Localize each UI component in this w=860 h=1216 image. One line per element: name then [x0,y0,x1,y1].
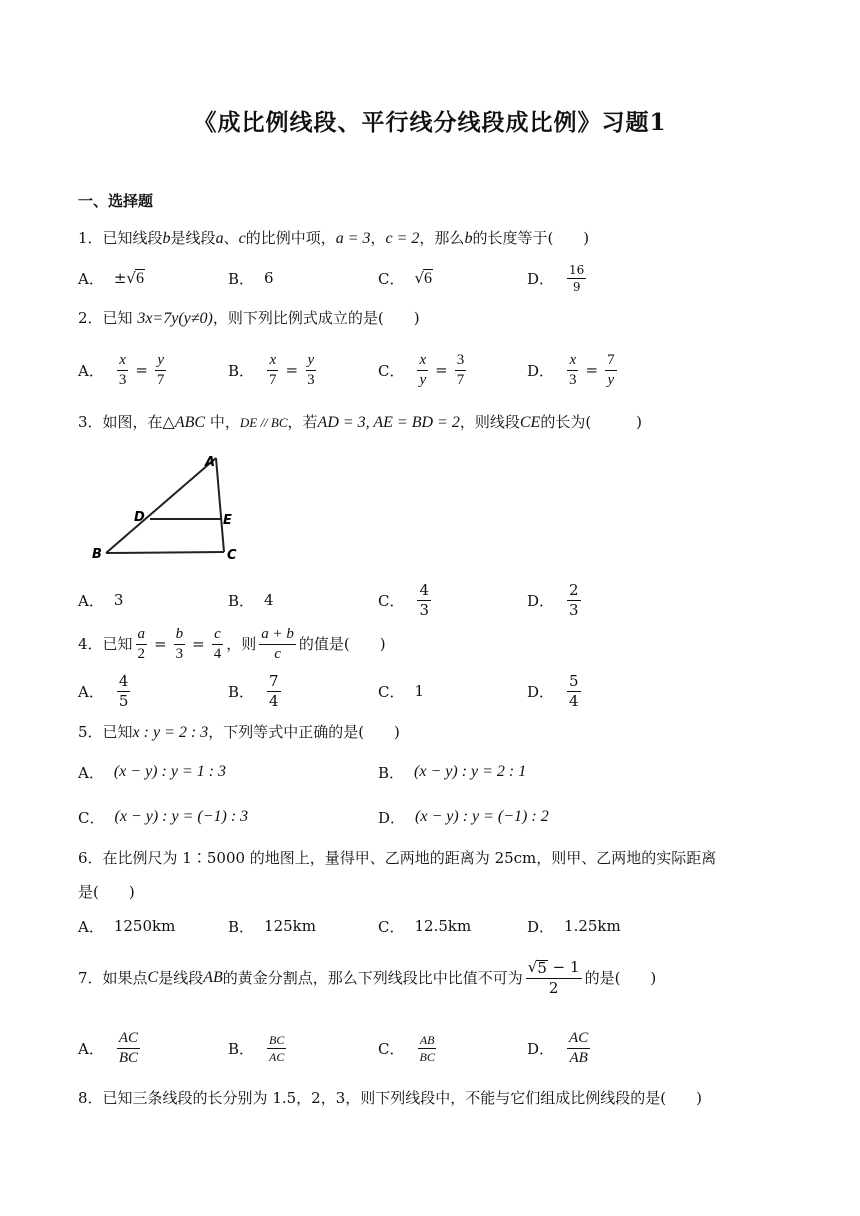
vertex-label-b: B [92,547,102,562]
vertex-label-d: D [134,510,145,525]
option-b[interactable]: B． 125km [228,917,316,936]
option-b[interactable]: B． $\frac{BC}{AC}$ [228,1032,285,1064]
page-title: 《成比例线段、平行线分线段成比例》习题1 [193,109,667,136]
question-6-options [78,906,798,946]
question-6-line-1: 6．在比例尺为 1∶5000 的地图上，量得甲、乙两地的距离为 25cm，则甲、乙两地的实际距离 [78,849,717,867]
option-c[interactable]: C． $\frac{4}{3}$ [378,580,430,619]
option-d[interactable]: D． (x − y) : y = (−1) : 2 [378,808,549,827]
option-b[interactable]: B． 4 [228,591,274,610]
question-2-options [78,350,798,390]
option-a[interactable]: A． 3 [78,591,124,610]
triangle-figure [88,452,258,564]
option-b[interactable]: B． 6 [228,269,274,288]
option-c[interactable]: C． √ 6 [378,268,433,288]
option-a[interactable]: A． $\frac{AC}{BC}$ [78,1029,139,1066]
option-d[interactable]: D． $\frac{2}{3}$ [527,580,579,619]
question-7-options [78,1028,798,1068]
question-3: 3．如图，在△ABC 中，DE // BC，若AD = 3, AE = BD = 2，则线段CE的长为( ) [78,413,643,431]
vertex-label-c: C [227,548,237,563]
option-d[interactable]: D． $\frac{5}{4}$ [527,671,579,710]
option-a[interactable]: A． (x − y) : y = 1 : 3 [78,763,227,782]
option-d[interactable]: D． $\frac{x}{3}$ = $\frac{7}{y}$ [527,351,615,388]
option-b[interactable]: B． $\frac{7}{4}$ [228,671,279,710]
option-a[interactable]: A． $\frac{4}{5}$ [78,671,129,710]
question-1-options [78,258,798,298]
question-5-options-row-2 [78,797,798,837]
question-7: 7．如果点 C 是线段 AB 的黄金分割点，那么下列线段比中比值不可为 √ 5 − 1 2 的是( ) [78,958,657,997]
option-c[interactable]: C． 12.5km [378,917,472,936]
question-4-options [78,671,798,711]
option-c[interactable]: C． $\frac{x}{y}$ = $\frac{3}{7}$ [378,351,465,388]
option-d[interactable]: D． 1.25km [527,917,621,936]
vertex-label-a: A [205,455,216,470]
option-a[interactable]: A． $\frac{x}{3}$ = $\frac{y}{7}$ [78,351,165,388]
vertex-label-e: E [223,513,232,528]
option-c[interactable]: C． 1 [378,682,425,701]
question-6-line-2: 是( ) [78,883,135,901]
option-d[interactable]: D． $\frac{AC}{AB}$ [527,1029,589,1066]
option-b[interactable]: B． (x − y) : y = 2 : 1 [378,763,527,782]
option-b[interactable]: B． $\frac{x}{7}$ = $\frac{y}{3}$ [228,351,315,388]
question-4: 4．已知 $\frac{a}{2}$ = $\frac{b}{3}$ = $\frac{c}{4}$ ，则 $\frac{a + b}{c}$ 的值是( ) [78,625,386,662]
section-heading: 一、选择题 [78,192,154,210]
option-c[interactable]: C． $\frac{AB}{BC}$ [378,1032,435,1064]
question-5: 5．已知x : y = 2 : 3，下列等式中正确的是( ) [78,723,400,741]
question-2: 2．已知 3x=7y(y≠0)，则下列比例式成立的是( ) [78,309,420,327]
option-a[interactable]: A． 1250km [78,917,176,936]
option-d[interactable]: D． $\frac{16}{9}$ [527,262,585,294]
question-5-options-row-1 [78,752,798,792]
option-c[interactable]: C． (x − y) : y = (−1) : 3 [78,808,249,827]
question-8: 8．已知三条线段的长分别为 1.5，2，3，则下列线段中，不能与它们组成比例线段的是( ) [78,1089,702,1107]
question-1: 1．已知线段b是线段a、c的比例中项，a = 3，c = 2，那么b的长度等于( ) [78,229,590,247]
option-a[interactable]: A． ± √ 6 [78,268,144,288]
question-3-options [78,580,798,620]
